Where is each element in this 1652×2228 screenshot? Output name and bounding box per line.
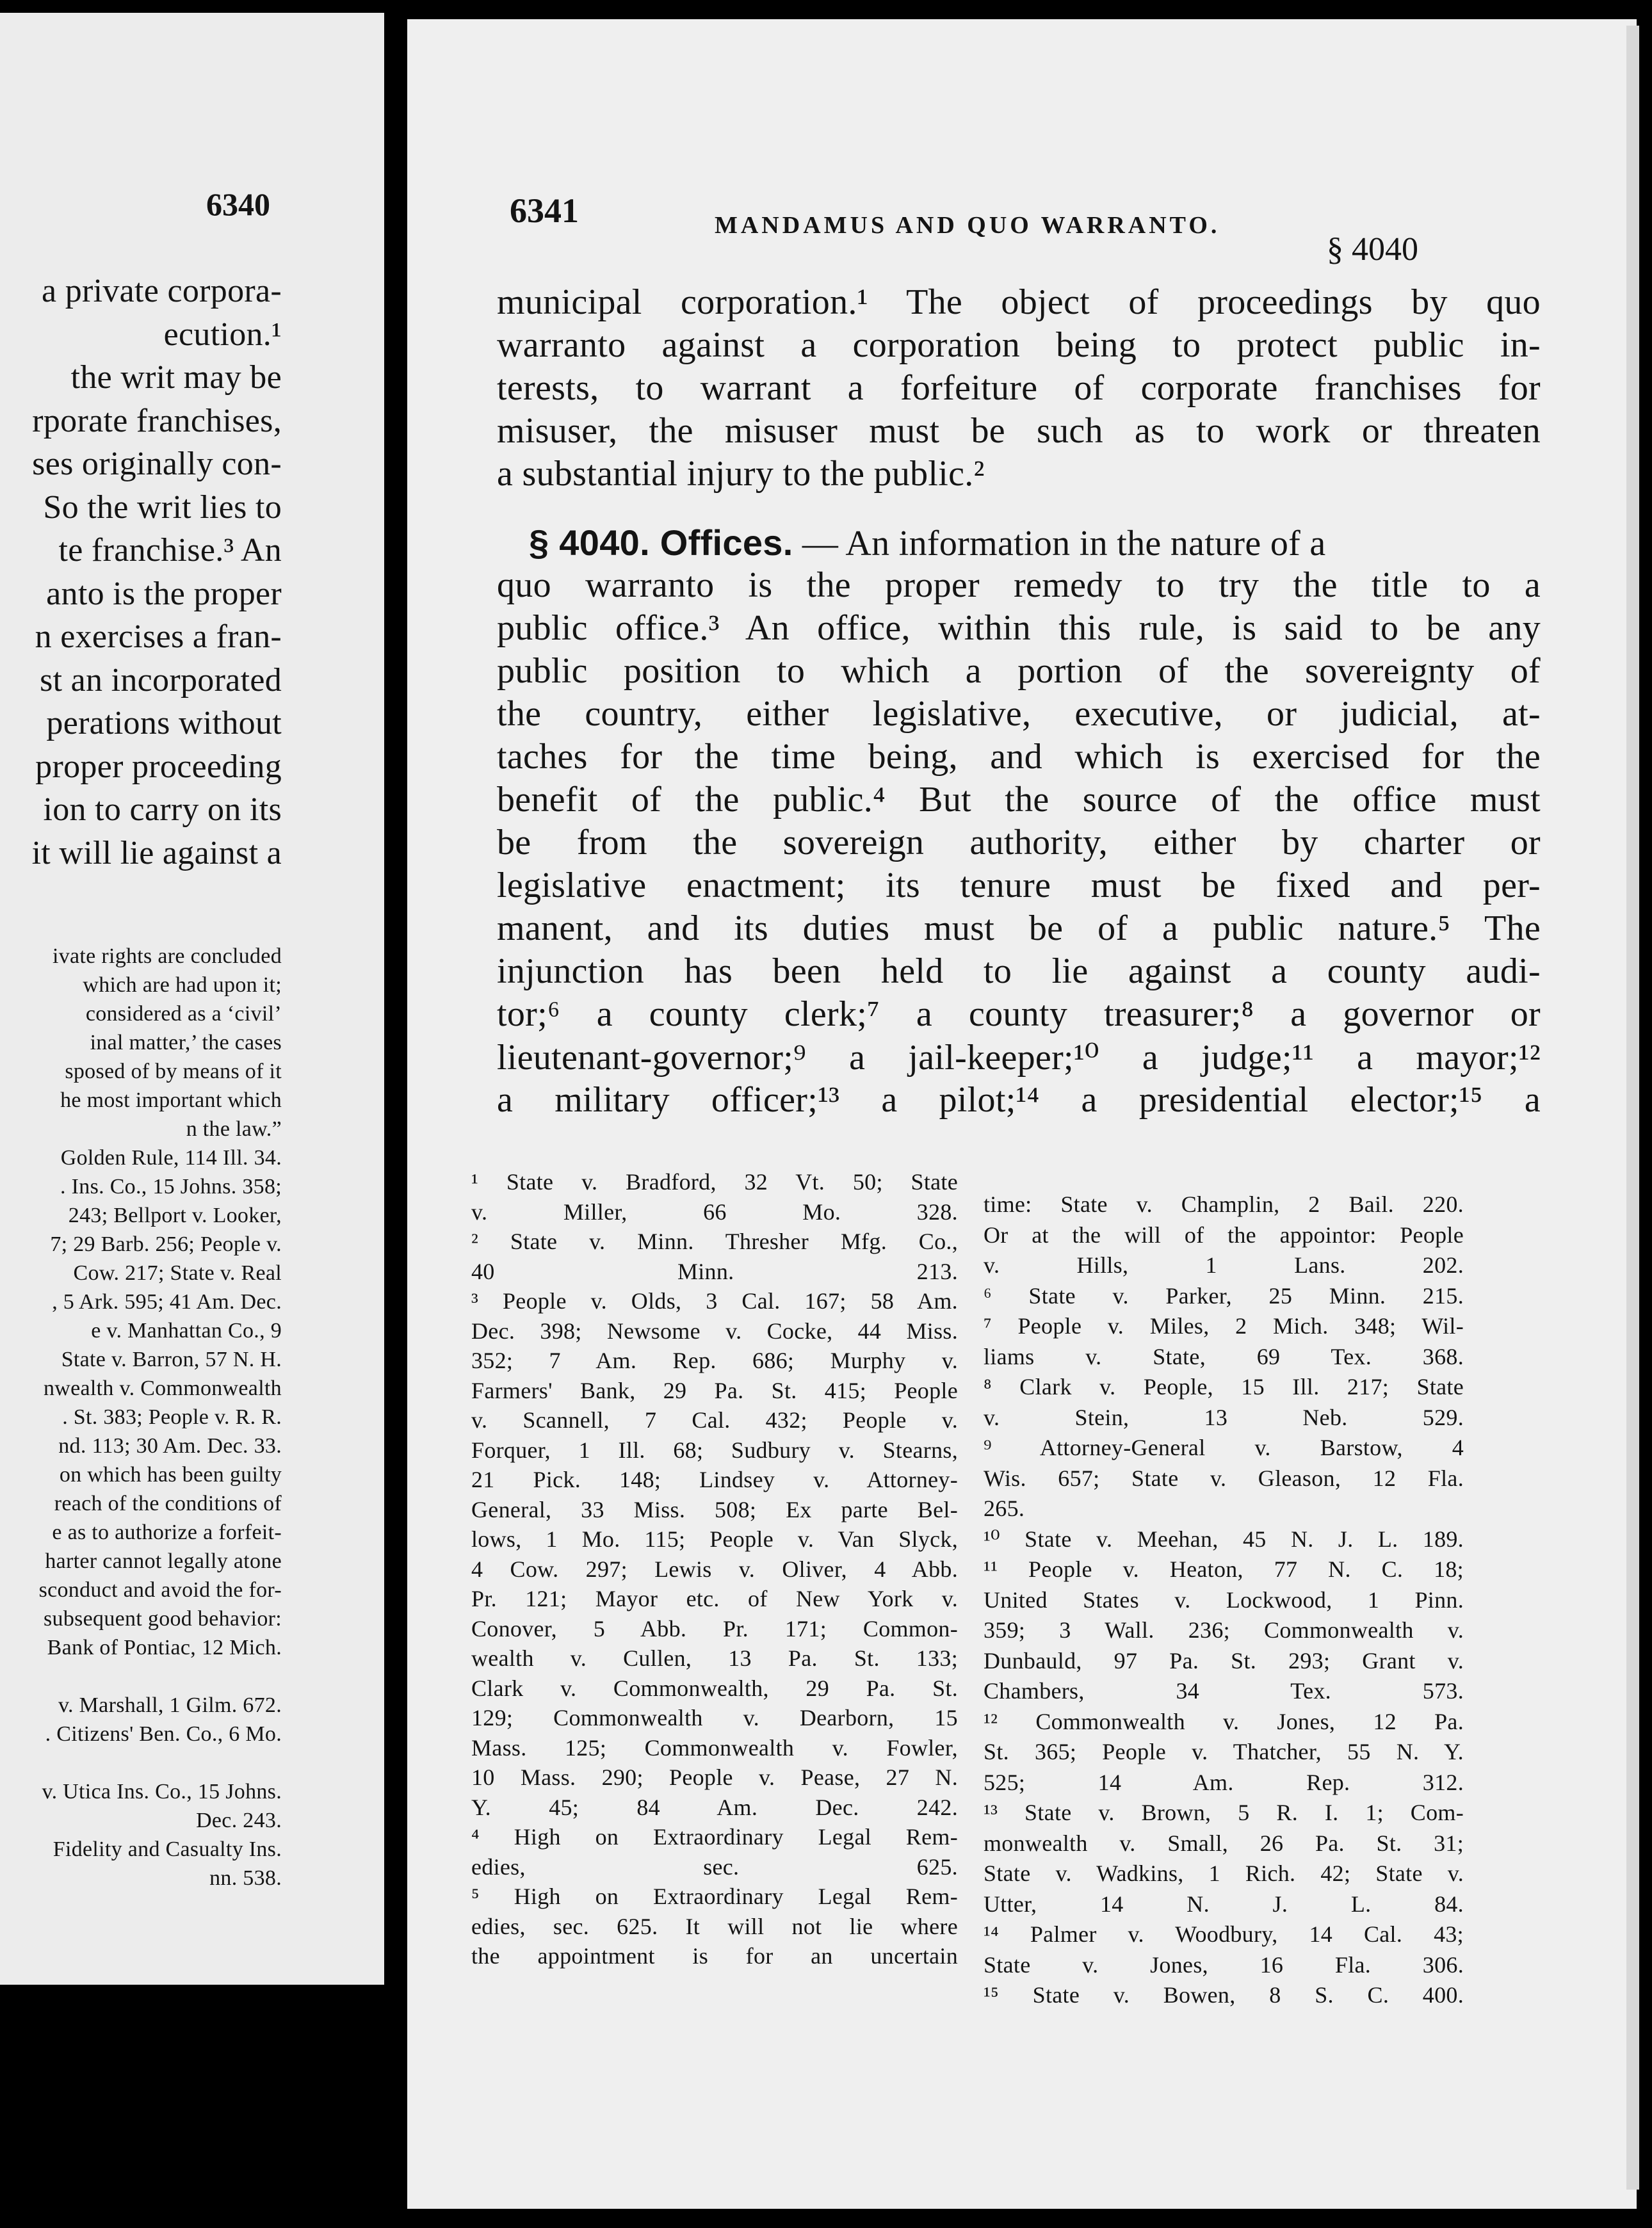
footnote-line: ⁸ Clark v. People, 15 Ill. 217; State	[984, 1374, 1464, 1400]
footnote-line: n the law.”	[186, 1117, 282, 1141]
footnote-line: time: State v. Champlin, 2 Bail. 220.	[984, 1191, 1464, 1217]
body-line: quo warranto is the proper remedy to try the title to a	[497, 565, 1541, 605]
body-line: tor;⁶ a county clerk;⁷ a county treasurer;⁸ a governor or	[497, 994, 1541, 1034]
footnote-line: State v. Barron, 57 N. H.	[61, 1348, 282, 1371]
right-page	[407, 19, 1637, 2209]
footnote-line: Y. 45; 84 Am. Dec. 242.	[471, 1794, 958, 1820]
body-line: public position to which a portion of the sovereignty of	[497, 651, 1541, 691]
body-line: § 4040. Offices. — An information in the nature of a	[529, 522, 1326, 563]
footnote-line: 4 Cow. 297; Lewis v. Oliver, 4 Abb.	[471, 1556, 958, 1582]
footnote-line: . Ins. Co., 15 Johns. 358;	[60, 1175, 282, 1199]
footnote-line: v. Scannell, 7 Cal. 432; People v.	[471, 1407, 958, 1433]
footnote-line: Pr. 121; Mayor etc. of New York v.	[471, 1586, 958, 1611]
footnote-line: v. Stein, 13 Neb. 529.	[984, 1404, 1464, 1430]
footnote-line: ⁶ State v. Parker, 25 Minn. 215.	[984, 1282, 1464, 1309]
footnote-line: inal matter,’ the cases	[90, 1031, 282, 1054]
body-line: misuser, the misuser must be such as to work or threaten	[497, 411, 1541, 451]
body-line: manent, and its duties must be of a public nature.⁵ The	[497, 908, 1541, 948]
footnote-line: sconduct and avoid the for-	[38, 1578, 282, 1602]
footnote-line: e as to authorize a forfeit-	[52, 1521, 282, 1544]
footnote-line: General, 33 Miss. 508; Ex parte Bel-	[471, 1496, 958, 1522]
footnote-line: ⁷ People v. Miles, 2 Mich. 348; Wil-	[984, 1313, 1464, 1339]
footnote-line: ¹⁴ Palmer v. Woodbury, 14 Cal. 43;	[984, 1921, 1464, 1947]
body-line: the country, either legislative, executive, or judicial, at-	[497, 694, 1541, 734]
body-line: ses originally con-	[32, 446, 282, 482]
footnote-line: 7; 29 Barb. 256; People v.	[50, 1232, 282, 1256]
body-line: ecution.¹	[163, 316, 282, 353]
body-line: injunction has been held to lie against a county audi-	[497, 951, 1541, 991]
footnote-line: harter cannot legally atone	[45, 1549, 282, 1573]
footnote-line: ¹³ State v. Brown, 5 R. I. 1; Com-	[984, 1800, 1464, 1825]
footnote-line: ¹¹ People v. Heaton, 77 N. C. 18;	[984, 1556, 1464, 1582]
body-line: warranto against a corporation being to protect public in-	[497, 325, 1541, 365]
footnote-line: 40 Minn. 213.	[471, 1258, 958, 1284]
footnote-line: which are had upon it;	[83, 973, 282, 997]
footnote-line: sposed of by means of it	[65, 1060, 282, 1083]
footnote-line: 352; 7 Am. Rep. 686; Murphy v.	[471, 1348, 958, 1373]
footnote-line: ¹⁰ State v. Meehan, 45 N. J. L. 189.	[984, 1526, 1464, 1552]
footnote-line: edies, sec. 625. It will not lie where	[471, 1913, 958, 1939]
footnote-line: 10 Mass. 290; People v. Pease, 27 N.	[471, 1764, 958, 1790]
footnote-line: edies, sec. 625.	[471, 1853, 958, 1880]
footnote-line: Bank of Pontiac, 12 Mich.	[47, 1636, 282, 1659]
body-line: ion to carry on its	[43, 791, 282, 828]
footnote-line: 265.	[984, 1496, 1025, 1521]
footnote-line: liams v. State, 69 Tex. 368.	[984, 1343, 1464, 1369]
footnote-line: he most important which	[60, 1088, 282, 1112]
section-reference: § 4040	[1327, 231, 1418, 268]
body-line: perations without	[46, 705, 282, 741]
footnote-line: ¹ State v. Bradford, 32 Vt. 50; State	[471, 1169, 958, 1195]
body-line: legislative enactment; its tenure must be fixed and per-	[497, 866, 1541, 905]
footnote-line: Mass. 125; Commonwealth v. Fowler,	[471, 1734, 958, 1761]
footnote-line: nn. 538.	[209, 1866, 282, 1890]
left-page-number: 6340	[206, 186, 270, 222]
body-line: n exercises a fran-	[35, 618, 282, 655]
footnote-line: , 5 Ark. 595; 41 Am. Dec.	[52, 1290, 282, 1314]
footnote-line: Chambers, 34 Tex. 573.	[984, 1678, 1464, 1704]
footnote-line: Forquer, 1 Ill. 68; Sudbury v. Stearns,	[471, 1437, 958, 1463]
footnote-line: v. Utica Ins. Co., 15 Johns.	[42, 1780, 282, 1804]
footnote-line: ² State v. Minn. Thresher Mfg. Co.,	[471, 1229, 958, 1254]
footnote-line: Fidelity and Casualty Ins.	[53, 1837, 282, 1861]
footnote-line: considered as a ‘civil’	[85, 1002, 282, 1026]
footnote-line: lows, 1 Mo. 115; People v. Van Slyck,	[471, 1526, 958, 1552]
body-line: rporate franchises,	[32, 402, 282, 439]
footnote-line: nd. 113; 30 Am. Dec. 33.	[58, 1434, 282, 1458]
footnote-line: Conover, 5 Abb. Pr. 171; Common-	[471, 1615, 958, 1642]
footnote-line: Cow. 217; State v. Real	[73, 1261, 282, 1285]
footnote-line: on which has been guilty	[59, 1463, 282, 1487]
body-line: st an incorporated	[40, 661, 282, 698]
footnote-line: Clark v. Commonwealth, 29 Pa. St.	[471, 1675, 958, 1701]
footnote-line: Golden Rule, 114 Ill. 34.	[60, 1146, 282, 1170]
footnote-line: reach of the conditions of	[54, 1492, 282, 1515]
footnote-line: Utter, 14 N. J. L. 84.	[984, 1891, 1464, 1917]
body-line: taches for the time being, and which is exercised for the	[497, 737, 1541, 777]
body-line: the writ may be	[70, 359, 282, 396]
footnote-line: ⁵ High on Extraordinary Legal Rem-	[471, 1884, 958, 1909]
footnote-line: 525; 14 Am. Rep. 312.	[984, 1769, 1464, 1795]
footnote-line: Dunbauld, 97 Pa. St. 293; Grant v.	[984, 1647, 1464, 1674]
footnote-line: 359; 3 Wall. 236; Commonwealth v.	[984, 1617, 1464, 1643]
footnote-line: 129; Commonwealth v. Dearborn, 15	[471, 1705, 958, 1731]
footnote-line: nwealth v. Commonwealth	[43, 1376, 282, 1400]
footnote-line: v. Marshall, 1 Gilm. 672.	[58, 1693, 282, 1717]
body-line: proper proceeding	[35, 748, 282, 785]
right-page-number: 6341	[510, 191, 579, 230]
page-edge	[1626, 26, 1639, 2190]
body-line: anto is the proper	[46, 575, 282, 612]
footnote-line: ivate rights are concluded	[52, 944, 282, 968]
body-line: So the writ lies to	[43, 488, 282, 526]
footnote-line: monwealth v. Small, 26 Pa. St. 31;	[984, 1830, 1464, 1856]
footnote-line: Wis. 657; State v. Gleason, 12 Fla.	[984, 1465, 1464, 1491]
body-line: public office.³ An office, within this rule, is said to be any	[497, 608, 1541, 648]
footnote-line: 21 Pick. 148; Lindsey v. Attorney-	[471, 1467, 958, 1492]
footnote-line: United States v. Lockwood, 1 Pinn.	[984, 1586, 1464, 1613]
body-line: a private corpora-	[42, 273, 282, 309]
body-line: be from the sovereign authority, either by charter or	[497, 823, 1541, 862]
body-line: benefit of the public.⁴ But the source of the office must	[497, 780, 1541, 819]
body-line: te franchise.³ An	[58, 532, 282, 569]
footnote-line: v. Hills, 1 Lans. 202.	[984, 1252, 1464, 1278]
footnote-line: St. 365; People v. Thatcher, 55 N. Y.	[984, 1739, 1464, 1764]
footnote-line: ⁹ Attorney-General v. Barstow, 4	[984, 1435, 1464, 1460]
footnote-line: State v. Jones, 16 Fla. 306.	[984, 1951, 1464, 1978]
running-title: MANDAMUS AND QUO WARRANTO.	[715, 212, 1220, 239]
footnote-line: e v. Manhattan Co., 9	[91, 1319, 282, 1343]
footnote-line: . St. 383; People v. R. R.	[62, 1405, 282, 1429]
body-line: municipal corporation.¹ The object of proceedings by quo	[497, 282, 1541, 322]
footnote-line: Farmers' Bank, 29 Pa. St. 415; People	[471, 1377, 958, 1403]
footnote-line: . Citizens' Ben. Co., 6 Mo.	[45, 1722, 282, 1746]
footnote-line: State v. Wadkins, 1 Rich. 42; State v.	[984, 1861, 1464, 1886]
footnote-line: subsequent good behavior:	[44, 1607, 282, 1631]
body-line: a substantial injury to the public.²	[497, 454, 985, 494]
body-line: it will lie against a	[31, 834, 282, 871]
body-line: lieutenant-governor;⁹ a jail-keeper;¹⁰ a judge;¹¹ a mayor;¹²	[497, 1038, 1541, 1078]
footnote-line: Or at the will of the appointor: People	[984, 1222, 1464, 1248]
footnote-line: ³ People v. Olds, 3 Cal. 167; 58 Am.	[471, 1288, 958, 1314]
footnote-line: the appointment is for an uncertain	[471, 1943, 958, 1969]
body-line: terests, to warrant a forfeiture of corporate franchises for	[497, 368, 1541, 408]
left-page	[0, 13, 384, 1985]
footnote-line: Dec. 398; Newsome v. Cocke, 44 Miss.	[471, 1318, 958, 1344]
footnote-line: 243; Bellport v. Looker,	[68, 1204, 282, 1227]
footnote-line: ⁴ High on Extraordinary Legal Rem-	[471, 1824, 958, 1850]
footnote-line: ¹² Commonwealth v. Jones, 12 Pa.	[984, 1708, 1464, 1734]
footnote-line: v. Miller, 66 Mo. 328.	[471, 1199, 958, 1225]
body-line: a military officer;¹³ a pilot;¹⁴ a presidential elector;¹⁵ a	[497, 1080, 1541, 1120]
footnote-line: Dec. 243.	[196, 1809, 282, 1832]
footnote-line: ¹⁵ State v. Bowen, 8 S. C. 400.	[984, 1982, 1464, 2008]
footnote-line: wealth v. Cullen, 13 Pa. St. 133;	[471, 1645, 958, 1671]
